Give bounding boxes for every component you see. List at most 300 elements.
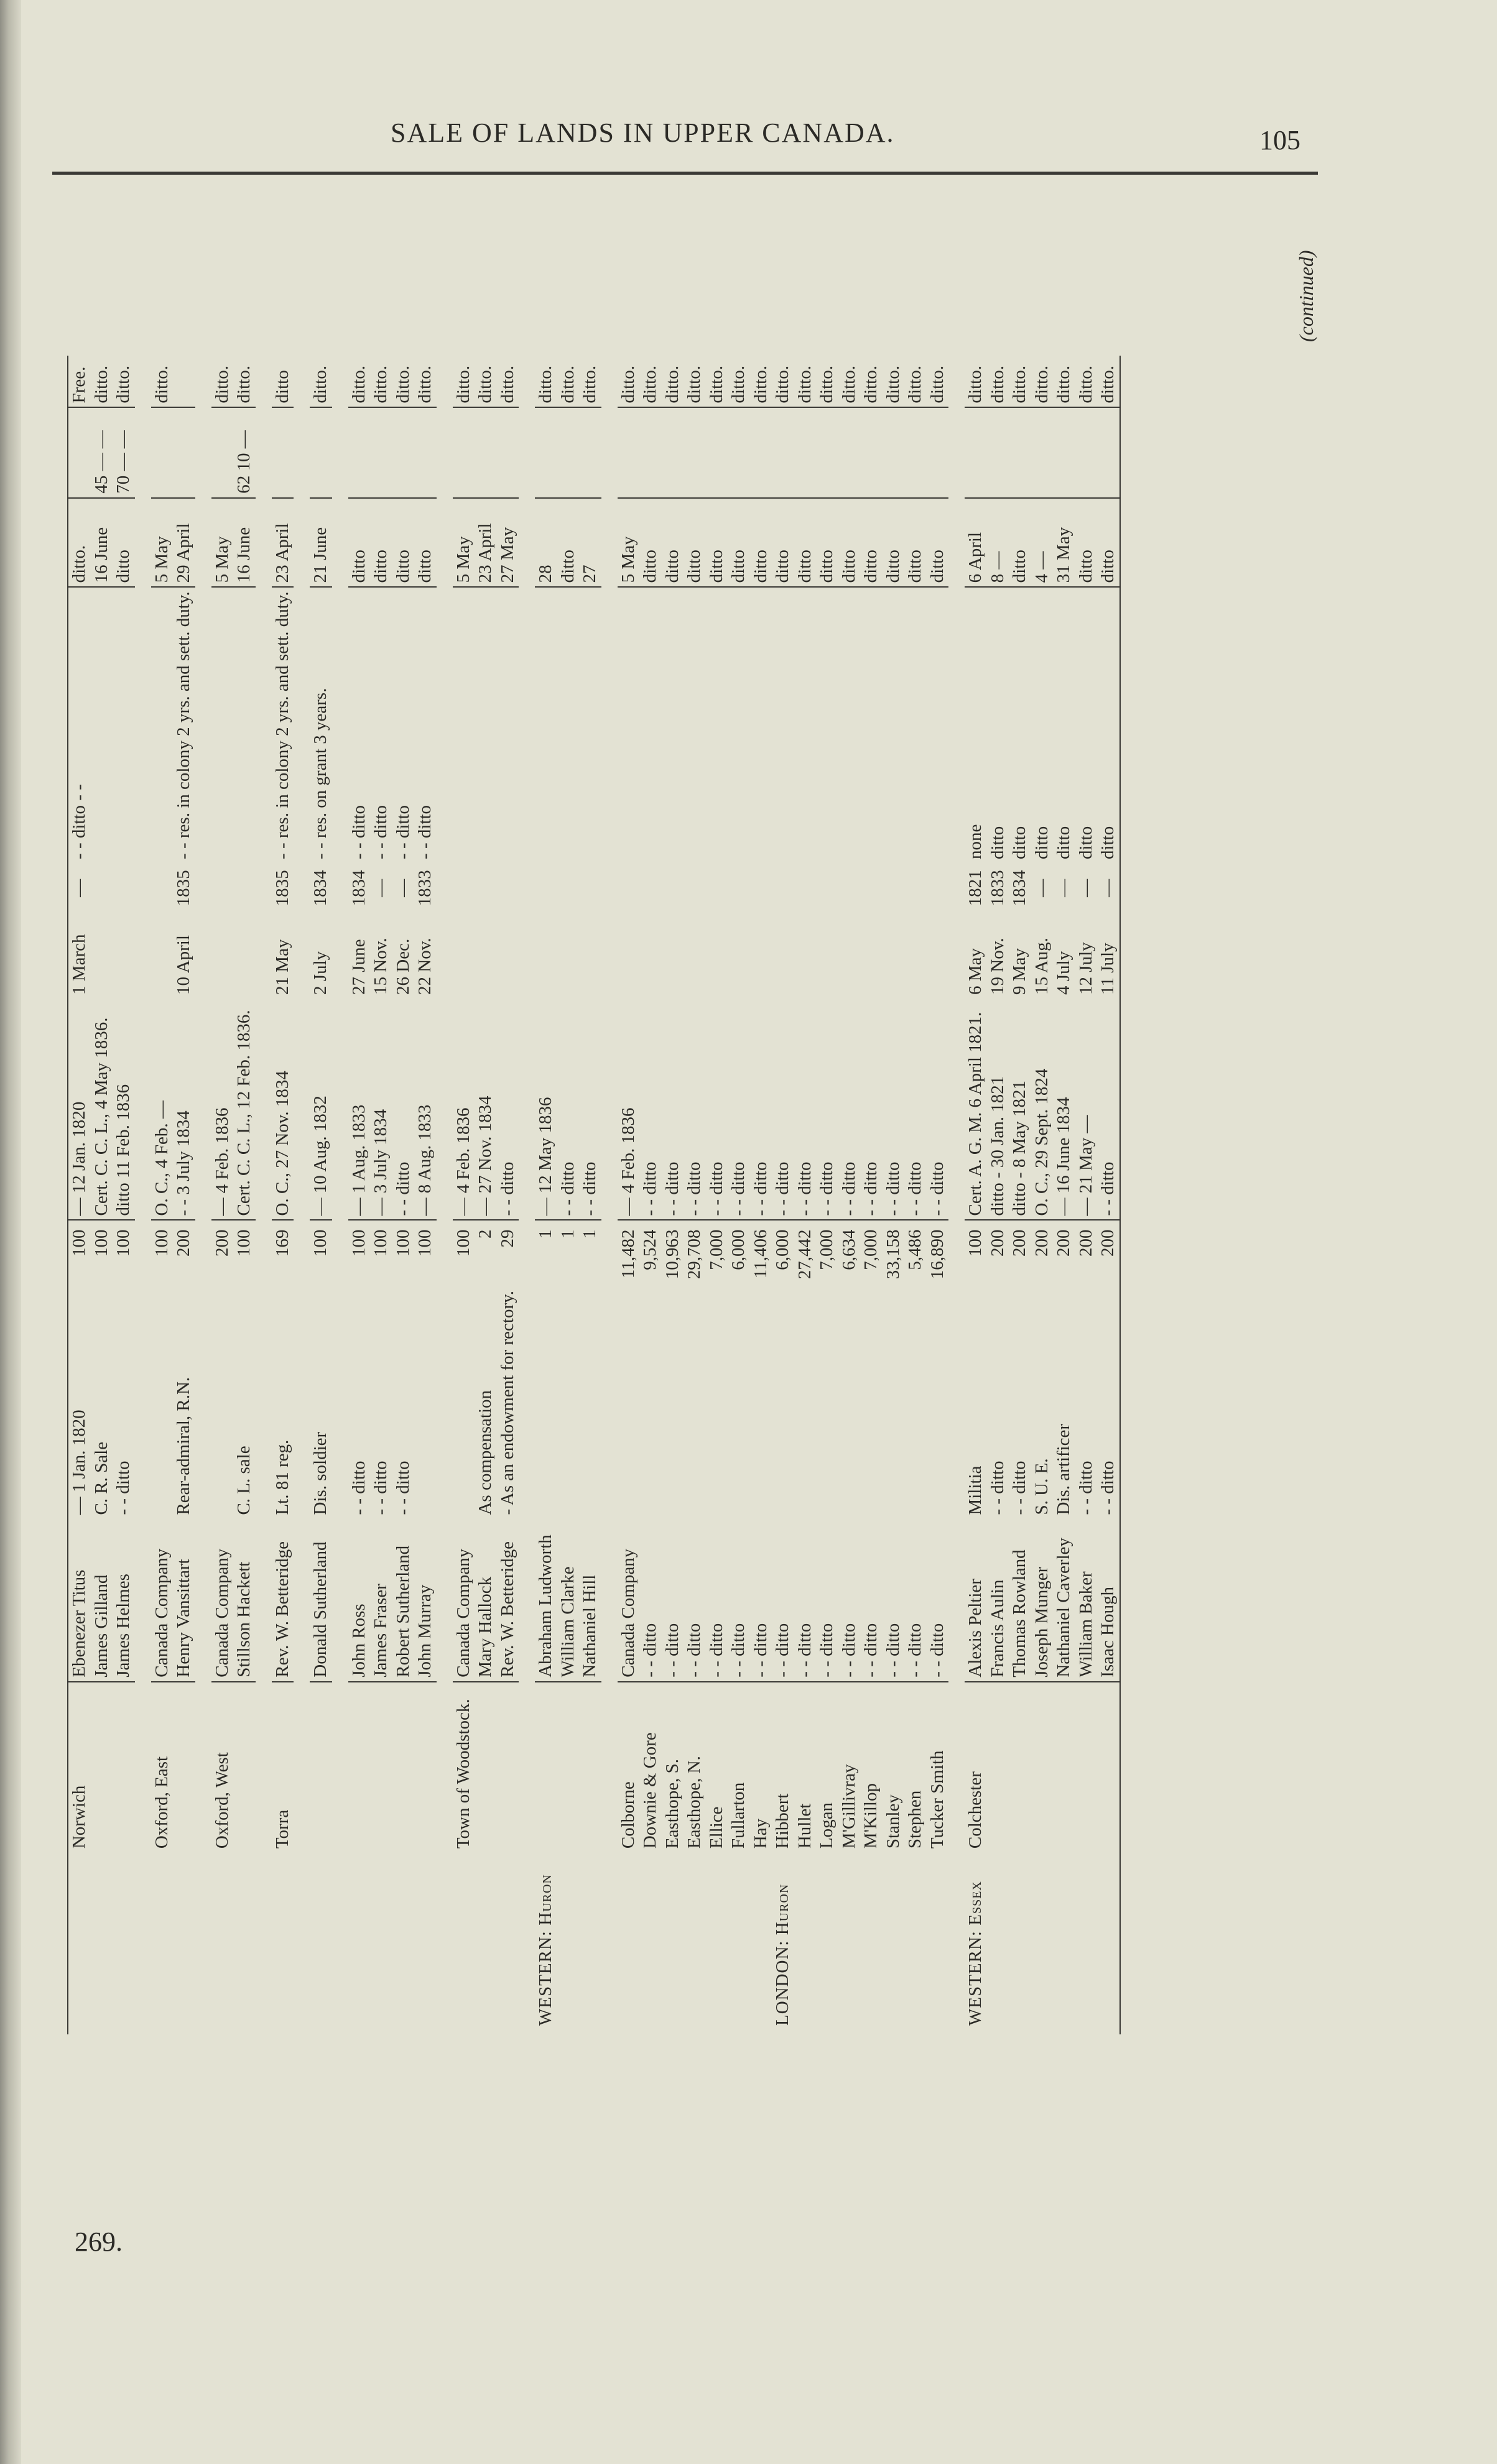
conditions-cell: - - ditto - - [68,587,91,863]
header-rule [52,172,1318,175]
township-cell [1009,1682,1031,1852]
group-spacer [135,356,151,2034]
fees-paid-cell [392,407,415,497]
patent-date-cell: 6 April [965,498,987,588]
name-cell: - - ditto [750,1519,772,1682]
district-cell [370,1852,392,2034]
fee-year-cell [91,863,113,913]
acres-cell: 200 [174,1229,193,1257]
acres-cell: 100 [113,1229,133,1257]
description-cell: Lt. 81 reg. [272,1439,292,1515]
township-cell: Hay [750,1818,771,1849]
fee-year-cell [662,863,684,913]
description-cell: Rear-admiral, R.N. [174,1377,193,1515]
patent-date-cell: ditto [728,498,750,588]
district-cell [1031,1852,1054,2034]
township-cell: Norwich [68,1682,91,1852]
acres-cell: 200 [1054,1229,1073,1257]
township-cell: Colborne [618,1781,638,1849]
remark-cell: ditto. [579,356,601,407]
conditions-cell [728,587,750,863]
fee-year-cell: 1835 [174,870,193,907]
name-cell: - - ditto [772,1519,794,1682]
acres-cell: 100 [415,1229,435,1257]
grant-date-cell: - - ditto [794,999,817,1220]
patent-date-cell: 29 April [173,498,195,588]
acres-cell: 2 [475,1229,495,1239]
patent-date-cell: ditto [706,498,728,588]
fees-paid-cell [1009,407,1031,497]
grant-date-cell: ditto - 8 May 1821 [1009,999,1031,1220]
patent-date-cell: ditto [1075,498,1098,588]
group-spacer [332,356,348,2034]
grant-date-cell: ditto - 30 Jan. 1821 [987,999,1009,1220]
grant-date-cell: - - ditto [904,999,927,1220]
table-body [68,356,1120,2034]
description-cell [535,1287,557,1519]
fees-paid-cell [414,407,437,497]
fee-year-cell: 1834 [348,870,369,907]
description-cell [684,1287,706,1519]
table-row [151,356,174,2034]
conditions-cell [838,587,861,863]
description-cell: C. R. Sale [91,1441,111,1515]
group-spacer [519,356,535,2034]
table-row [1031,356,1054,2034]
description-cell [579,1287,601,1519]
district-cell: LONDON: Huron [772,1883,792,2026]
fee-year-cell [772,863,794,913]
remark-cell: ditto. [310,356,332,407]
acres-cell: 1 [580,1229,600,1239]
conditions-cell [233,587,256,863]
conditions-cell [211,587,234,863]
fees-paid-cell [772,407,794,497]
patent-date-cell: 16 June [91,498,113,588]
acres-cell: 16,890 [927,1229,947,1280]
acres-cell: 11,482 [618,1229,638,1279]
fees-paid-cell [310,407,332,497]
fee-date-cell: 11 July [1097,913,1120,999]
fees-paid-cell [272,407,294,497]
grant-date-cell: - - ditto [662,999,684,1220]
patent-date-cell: ditto [113,498,135,588]
township-cell [113,1682,135,1852]
grant-date-cell: - - ditto [1097,999,1120,1220]
table-row [91,356,113,2034]
name-cell: Ebenezer Titus [68,1519,91,1682]
township-cell [497,1682,519,1852]
description-cell [151,1287,174,1519]
grant-date-cell: - - ditto [860,999,883,1220]
description-cell: Dis. soldier [310,1431,330,1515]
district-cell [233,1852,256,2034]
page-binding-shadow [0,0,21,2464]
grant-date-cell: - - ditto [497,999,519,1220]
table-row [860,356,883,2034]
acres-cell: 5,486 [905,1229,925,1270]
patent-date-cell: 5 May [211,498,234,588]
continued-note: (continued) [1295,250,1317,342]
grant-date-cell: - - ditto [706,999,728,1220]
group-spacer [256,356,272,2034]
district-cell [211,1852,234,2034]
name-cell: William Baker [1075,1519,1098,1682]
district-cell: WESTERN: Huron [535,1874,555,2026]
patent-date-cell: ditto [662,498,684,588]
district-cell [113,1852,135,2034]
fee-year-cell [838,863,861,913]
name-cell: - - ditto [728,1519,750,1682]
grant-date-cell: — 12 Jan. 1820 [68,999,91,1220]
district-cell [151,1852,174,2034]
district-cell [662,1852,684,2034]
fees-paid-cell [662,407,684,497]
fees-paid-cell [927,407,949,497]
acres-cell: 100 [392,1229,413,1257]
township-cell: Oxford, East [151,1756,172,1849]
remark-cell: ditto. [706,356,728,407]
table-row [535,356,557,2034]
conditions-cell [927,587,949,863]
remark-cell: ditto. [392,356,415,407]
district-cell: WESTERN: Essex [965,1881,985,2026]
fees-paid-cell [370,407,392,497]
grant-date-cell: Cert. C. C. L., 12 Feb. 1836. [233,999,256,1220]
description-cell: - - ditto [987,1460,1008,1515]
fees-paid-cell: 70 — — [113,407,135,497]
patent-date-cell: ditto [1009,498,1031,588]
description-cell: - - ditto [1097,1287,1120,1519]
township-cell [91,1682,113,1852]
conditions-cell: - - res. in colony 2 yrs. and sett. duty. [174,591,193,859]
fees-paid-cell [557,407,580,497]
acres-cell: 100 [91,1229,111,1257]
acres-cell: 100 [371,1229,391,1257]
conditions-cell: - - ditto [348,805,369,859]
fee-year-cell: 1833 [415,870,435,907]
signature-mark: 269. [75,2226,123,2257]
description-cell: C. L. sale [234,1446,254,1515]
description-cell [706,1287,728,1519]
fee-date-cell [684,913,706,999]
table-row [497,356,519,2034]
conditions-cell [816,587,838,863]
description-cell [750,1287,772,1519]
table-row [370,356,392,2034]
fee-year-cell [535,863,557,913]
description-cell [414,1287,437,1519]
township-cell: Tucker Smith [927,1750,947,1849]
fees-paid-cell [1097,407,1120,497]
township-cell: Easthope, S. [662,1758,682,1849]
name-cell: - - ditto [794,1519,817,1682]
name-cell: Donald Sutherland [310,1519,332,1682]
name-cell: - - ditto [927,1519,949,1682]
table-row [414,356,437,2034]
name-cell: John Murray [414,1519,437,1682]
patent-date-cell: ditto [639,498,662,588]
fees-paid-cell [750,407,772,497]
district-cell [728,1852,750,2034]
grant-date-cell: Cert. C. C. L., 4 May 1836. [91,999,113,1220]
acres-cell: 100 [965,1229,985,1257]
remark-cell: ditto. [794,356,817,407]
fees-paid-cell: 45 — — [91,407,113,497]
fee-date-cell [233,913,256,999]
acres-cell: 6,000 [728,1229,748,1270]
patent-date-cell: ditto [1097,498,1120,588]
table-row [173,356,195,2034]
table-row [706,356,728,2034]
acres-cell: 11,406 [750,1229,771,1279]
table-row [794,356,817,2034]
conditions-cell [91,587,113,863]
description-cell [453,1287,475,1519]
table-row [838,356,861,2034]
fees-paid-cell [535,407,557,497]
description-cell [662,1287,684,1519]
description-cell [794,1287,817,1519]
township-cell: Easthope, N. [684,1756,704,1849]
fee-year-cell [860,863,883,913]
remark-cell: ditto. [211,356,234,407]
grant-date-cell: — 8 Aug. 1833 [414,999,437,1220]
fee-year-cell [750,863,772,913]
fee-date-cell [706,913,728,999]
grant-date-cell: O. C., 4 Feb. — [151,999,174,1220]
group-spacer [601,356,618,2034]
patent-date-cell: ditto [414,498,437,588]
fees-paid-cell: 62 10 — [233,407,256,497]
district-cell [91,1852,113,2034]
name-cell: James Helmes [113,1519,135,1682]
table-row [618,356,640,2034]
fee-date-cell: 21 May [272,939,292,995]
table-row [1053,356,1075,2034]
remark-cell: ditto. [113,356,135,407]
fee-date-cell: 26 Dec. [392,938,413,995]
table-row [233,356,256,2034]
description-cell [816,1287,838,1519]
table-row [557,356,580,2034]
fee-year-cell [211,863,234,913]
fee-date-cell [497,913,519,999]
acres-cell: 6,634 [838,1229,859,1270]
acres-cell: 7,000 [861,1229,881,1270]
group-spacer [437,356,453,2034]
township-cell [233,1682,256,1852]
remark-cell: ditto. [838,356,861,407]
remark-cell: ditto. [91,356,113,407]
name-cell: Thomas Rowland [1009,1519,1031,1682]
grant-date-cell: — 21 May — [1075,999,1098,1220]
name-cell: Henry Vansittart [173,1519,195,1682]
name-cell: Isaac Hough [1097,1519,1120,1682]
patent-date-cell: ditto [750,498,772,588]
fees-paid-cell [68,407,91,497]
grant-date-cell: - - ditto [816,999,838,1220]
grant-date-cell: - - 3 July 1834 [173,999,195,1220]
township-cell [370,1682,392,1852]
conditions-cell [794,587,817,863]
fee-year-cell: — [1054,879,1073,897]
conditions-cell [772,587,794,863]
fees-paid-cell [706,407,728,497]
conditions-cell: ditto [1054,826,1073,859]
name-cell: - - ditto [883,1519,905,1682]
fee-date-cell [618,913,640,999]
township-cell: Oxford, West [211,1752,232,1849]
name-cell: - - ditto [706,1519,728,1682]
fee-year-cell [497,863,519,913]
conditions-cell: ditto [1009,826,1029,859]
fee-year-cell: 1833 [987,870,1008,907]
patent-date-cell: ditto [794,498,817,588]
group-spacer [294,356,310,2034]
acres-cell: 200 [1097,1220,1120,1287]
grant-date-cell: - - ditto [639,999,662,1220]
group-spacer [948,356,965,2034]
conditions-cell [750,587,772,863]
acres-cell: 9,524 [640,1229,660,1270]
name-cell: - - ditto [639,1519,662,1682]
name-cell: - - ditto [904,1519,927,1682]
page-number: 105 [1259,125,1300,155]
acres-cell: 100 [68,1220,91,1287]
fee-year-cell: — [1075,879,1096,897]
fees-paid-cell [173,407,195,497]
name-cell: - - ditto [684,1519,706,1682]
description-cell: - - ditto [392,1460,413,1515]
fee-date-cell [151,913,174,999]
table-row [453,356,475,2034]
fee-date-cell: 22 Nov. [415,938,435,995]
patent-date-cell: 23 April [475,498,497,588]
fee-date-cell [535,913,557,999]
remark-cell: ditto. [860,356,883,407]
name-cell: Canada Company [453,1519,475,1682]
fee-date-cell [113,913,135,999]
fees-paid-cell [794,407,817,497]
table-row [68,356,91,2034]
remark-cell: ditto. [618,356,640,407]
rotated-table-wrapper [67,356,1299,2034]
district-cell [618,1852,640,2034]
remark-cell: ditto. [987,356,1009,407]
conditions-cell: none [965,824,985,859]
remark-cell: ditto. [684,356,706,407]
grant-date-cell: - - ditto [684,999,706,1220]
acres-cell: 100 [234,1229,254,1257]
name-cell: Mary Hallock [475,1519,497,1682]
grant-date-cell: - - ditto [772,999,794,1220]
remark-cell [173,356,195,407]
patent-date-cell: ditto [348,498,371,588]
district-cell [706,1852,728,2034]
grant-date-cell: — 4 Feb. 1836 [211,999,234,1220]
township-cell: Stanley [883,1794,903,1849]
description-cell: - - ditto [1075,1460,1096,1515]
fees-paid-cell [348,407,371,497]
district-cell [904,1852,927,2034]
acres-cell: 29,708 [684,1229,704,1280]
fees-paid-cell [497,407,519,497]
township-cell: Ellice [706,1806,726,1849]
fee-date-cell [904,913,927,999]
acres-cell: 200 [1009,1229,1029,1257]
name-cell: Canada Company [151,1519,174,1682]
table-row [310,356,332,2034]
patent-date-cell: ditto [392,498,415,588]
grant-date-cell: Cert. A. G. M. 6 April 1821. [965,999,987,1220]
patent-date-cell: ditto [557,498,580,588]
fees-paid-cell [1031,407,1054,497]
name-cell: Alexis Peltier [965,1519,987,1682]
grant-date-cell: — 16 June 1834 [1053,999,1075,1220]
acres-cell: 10,963 [662,1229,682,1280]
fee-year-cell: — [1031,879,1052,897]
district-cell [860,1852,883,2034]
fees-paid-cell [618,407,640,497]
fee-date-cell: 4 July [1054,951,1073,995]
description-cell [211,1287,234,1519]
fee-date-cell [453,913,475,999]
remark-cell: ditto [272,356,294,407]
remark-cell: ditto. [1053,356,1075,407]
fee-year-cell [639,863,662,913]
description-cell [860,1287,883,1519]
description-cell: — 1 Jan. 1820 [68,1287,91,1519]
township-cell [1031,1682,1054,1852]
table-row [662,356,684,2034]
patent-date-cell: 8 — [987,498,1009,588]
district-cell [750,1852,772,2034]
grant-date-cell: - - ditto [927,999,949,1220]
district-cell [392,1852,415,2034]
name-cell: Canada Company [211,1519,234,1682]
grant-date-cell: — 1 Aug. 1833 [348,999,371,1220]
table-row [816,356,838,2034]
township-cell [310,1682,332,1852]
description-cell [772,1287,794,1519]
land-sales-table [67,356,1121,2034]
fees-paid-cell [860,407,883,497]
group-spacer [195,356,211,2034]
fee-year-cell: — [68,863,91,913]
remark-cell: ditto. [750,356,772,407]
table-row [1097,356,1120,2034]
description-cell [618,1287,640,1519]
district-cell [987,1852,1009,2034]
name-cell: Rev. W. Betteridge [497,1519,519,1682]
remark-cell: ditto. [639,356,662,407]
patent-date-cell: ditto [370,498,392,588]
conditions-cell: - - ditto [371,805,391,859]
township-cell [579,1682,601,1852]
fees-paid-cell [728,407,750,497]
conditions-cell [883,587,905,863]
name-cell: - - ditto [860,1519,883,1682]
conditions-cell [684,587,706,863]
district-cell [927,1852,949,2034]
fee-year-cell [113,863,135,913]
grant-date-cell: O. C., 27 Nov. 1834 [272,999,294,1220]
township-cell [535,1682,557,1852]
name-cell: Francis Aulin [987,1519,1009,1682]
fee-date-cell [838,913,861,999]
acres-cell: 7,000 [817,1229,837,1270]
